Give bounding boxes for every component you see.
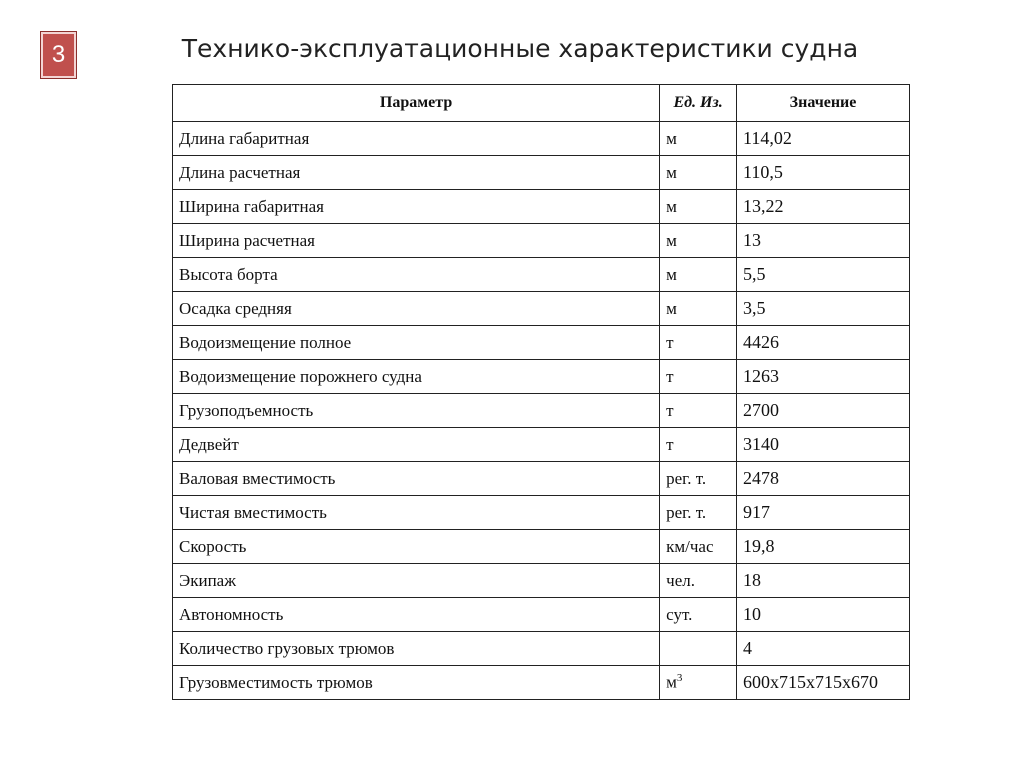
value-cell: 3,5 [737, 292, 910, 326]
table-row [173, 122, 910, 156]
table-row [173, 428, 910, 462]
unit-cell [660, 530, 737, 564]
parameter-cell: Валовая вместимость [173, 462, 660, 496]
parameter-cell: Водоизмещение полное [173, 326, 660, 360]
parameter-cell: Ширина габаритная [173, 190, 660, 224]
table-row [173, 326, 910, 360]
header-parameter: Параметр [173, 85, 660, 122]
table-row [173, 666, 910, 700]
value-cell: 917 [737, 496, 910, 530]
value-cell: 13,22 [737, 190, 910, 224]
value-cell: 4426 [737, 326, 910, 360]
header-unit: Ед. Из. [660, 85, 737, 122]
value-cell: 10 [737, 598, 910, 632]
table-header-row [173, 85, 910, 122]
unit-text: м [666, 672, 677, 692]
unit-cell [660, 122, 737, 156]
parameter-cell: Длина габаритная [173, 122, 660, 156]
parameter-cell: Автономность [173, 598, 660, 632]
unit-text: км/час [666, 536, 714, 556]
header-value: Значение [737, 85, 910, 122]
unit-text: м [666, 196, 677, 216]
unit-cell [660, 598, 737, 632]
unit-cell [660, 326, 737, 360]
table-row [173, 632, 910, 666]
value-cell: 2700 [737, 394, 910, 428]
unit-text: рег. т. [666, 502, 707, 522]
value-cell: 110,5 [737, 156, 910, 190]
unit-cell [660, 224, 737, 258]
table-row [173, 360, 910, 394]
unit-text: т [666, 332, 674, 352]
unit-text: м [666, 298, 677, 318]
unit-cell [660, 394, 737, 428]
unit-text: м [666, 162, 677, 182]
value-cell: 114,02 [737, 122, 910, 156]
unit-text: м [666, 230, 677, 250]
table-row [173, 190, 910, 224]
parameter-cell: Дедвейт [173, 428, 660, 462]
value-cell: 19,8 [737, 530, 910, 564]
unit-text: т [666, 434, 674, 454]
parameter-cell: Длина расчетная [173, 156, 660, 190]
table-row [173, 258, 910, 292]
table-row [173, 156, 910, 190]
table-row [173, 462, 910, 496]
value-cell: 13 [737, 224, 910, 258]
table-row [173, 598, 910, 632]
parameter-cell: Водоизмещение порожнего судна [173, 360, 660, 394]
parameter-cell: Высота борта [173, 258, 660, 292]
unit-text: чел. [666, 570, 695, 590]
table-row [173, 530, 910, 564]
table-row [173, 564, 910, 598]
parameter-cell: Скорость [173, 530, 660, 564]
value-cell: 18 [737, 564, 910, 598]
unit-text: м [666, 128, 677, 148]
table-row [173, 224, 910, 258]
unit-cell [660, 360, 737, 394]
parameter-cell: Количество грузовых трюмов [173, 632, 660, 666]
unit-text: м [666, 264, 677, 284]
unit-text: т [666, 366, 674, 386]
parameter-cell: Грузоподъемность [173, 394, 660, 428]
unit-cell [660, 632, 737, 666]
unit-cell [660, 462, 737, 496]
parameter-cell: Чистая вместимость [173, 496, 660, 530]
parameter-cell: Экипаж [173, 564, 660, 598]
unit-cell [660, 428, 737, 462]
unit-superscript: 3 [676, 672, 683, 685]
table-row [173, 496, 910, 530]
value-cell: 3140 [737, 428, 910, 462]
table-row [173, 394, 910, 428]
unit-text: сут. [666, 604, 693, 624]
value-cell: 1263 [737, 360, 910, 394]
unit-cell [660, 292, 737, 326]
table-row [173, 292, 910, 326]
parameter-cell: Осадка средняя [173, 292, 660, 326]
slide-number-badge: 3 [40, 31, 77, 79]
unit-cell [660, 496, 737, 530]
parameters-table [172, 84, 910, 700]
parameter-cell: Грузовместимость трюмов [173, 666, 660, 700]
parameter-cell: Ширина расчетная [173, 224, 660, 258]
value-cell: 2478 [737, 462, 910, 496]
unit-cell [660, 564, 737, 598]
slide-title: Технико-эксплуатационные характеристики судна [181, 34, 859, 63]
value-cell: 600х715х715х670 [737, 666, 910, 700]
unit-cell [660, 258, 737, 292]
value-cell: 4 [737, 632, 910, 666]
unit-text: т [666, 400, 674, 420]
unit-text: рег. т. [666, 468, 707, 488]
unit-cell [660, 666, 737, 700]
unit-cell [660, 156, 737, 190]
value-cell: 5,5 [737, 258, 910, 292]
unit-cell [660, 190, 737, 224]
